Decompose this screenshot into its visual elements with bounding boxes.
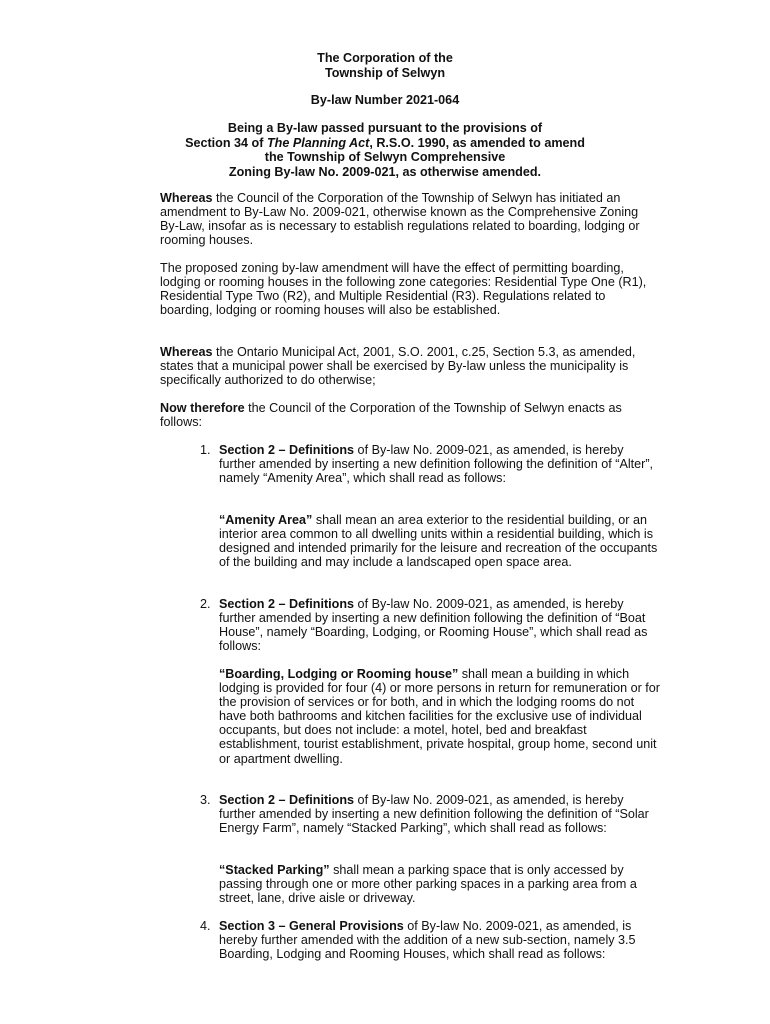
corporation-heading bbox=[0, 51, 770, 80]
list-item-2 bbox=[200, 597, 662, 653]
paragraph-text: the Ontario Municipal Act, 2001, S.O. 2001, c.25, Section 5.3, as amended, states that a municipal power shall be exercised by By-law unless the municipality is specifically authorized to do otherwise; bbox=[160, 345, 636, 388]
paragraph-lead: Whereas bbox=[160, 345, 213, 359]
bylaw-title bbox=[0, 121, 770, 179]
definition-amenity-area bbox=[219, 513, 664, 569]
heading-line-2: Township of Selwyn bbox=[324, 65, 446, 80]
item-number: 2. bbox=[200, 597, 211, 611]
whereas-paragraph-1 bbox=[160, 191, 660, 247]
heading-line-1: The Corporation of the bbox=[317, 51, 453, 65]
item-number: 3. bbox=[200, 793, 211, 807]
title-line-2 bbox=[0, 136, 770, 151]
item-number: 4. bbox=[200, 919, 211, 933]
item-lead: Section 3 – General Provisions bbox=[219, 919, 404, 933]
definition-text: shall mean an area exterior to the residential building, or an interior area common to all dwelling units within a residential building, which is designed and intended primarily for the leisure and recreation of the occupants of the building and may include a landscaped open space area. bbox=[219, 513, 658, 570]
item-text: of By-law No. 2009-021, as amended, is hereby further amended by inserting a new definition following the definition of “Solar Energy Farm”, namely “Stacked Parking”, which shall read as follows: bbox=[219, 793, 649, 836]
paragraph-text: the Council of the Corporation of the Township of Selwyn has initiated an amendment to By-Law No. 2009-021, otherwise known as the Comprehensive Zoning By-Law, insofar as is necessary to establish regulations related to boarding, lodging or rooming houses. bbox=[160, 191, 640, 248]
list-item-4 bbox=[200, 919, 662, 961]
whereas-paragraph-2 bbox=[160, 345, 660, 387]
item-text: of By-law No. 2009-021, as amended, is hereby further amended with the addition of a new sub-section, namely 3.5 Boarding, Lodging and Rooming Houses, which shall read as follows: bbox=[219, 919, 636, 962]
paragraph-text: the Council of the Corporation of the Township of Selwyn enacts as follows: bbox=[160, 401, 622, 430]
definition-text: shall mean a parking space that is only accessed by passing through one or more other parking spaces in a parking area from a street, lane, drive aisle or driveway. bbox=[219, 863, 637, 906]
title-line-4: Zoning By-law No. 2009-021, as otherwise amended. bbox=[228, 164, 542, 179]
bylaw-number: By-law Number 2021-064 bbox=[310, 93, 460, 107]
item-lead: Section 2 – Definitions bbox=[219, 793, 355, 807]
definition-stacked-parking bbox=[219, 863, 664, 905]
title-line-2-post: , R.S.O. 1990, as amended to amend bbox=[369, 135, 585, 150]
item-text: of By-law No. 2009-021, as amended, is hereby further amended by inserting a new definition following the definition of “Boat House”, namely “Boarding, Lodging, or Rooming House”, which shall read as follows: bbox=[219, 597, 648, 654]
definition-boarding-house bbox=[219, 667, 664, 766]
item-lead: Section 2 – Definitions bbox=[219, 597, 355, 611]
item-lead: Section 2 – Definitions bbox=[219, 443, 355, 457]
list-item-3 bbox=[200, 793, 662, 835]
effect-paragraph bbox=[160, 261, 660, 317]
item-number: 1. bbox=[200, 443, 211, 457]
paragraph-text: The proposed zoning by-law amendment will have the effect of permitting boarding, lodging or rooming houses in the following zone categories: Residential Type One (R1), Residential Type Two (R2), and Multiple Residential (R3). Regulations related to boarding, lodging or rooming houses will also be established. bbox=[160, 261, 647, 318]
now-therefore-paragraph bbox=[160, 401, 660, 429]
item-text: of By-law No. 2009-021, as amended, is hereby further amended by inserting a new definition following the definition of “Alter”, namely “Amenity Area”, which shall read as follows: bbox=[219, 443, 654, 486]
definition-term: “Stacked Parking” bbox=[219, 863, 330, 877]
paragraph-lead: Now therefore bbox=[160, 401, 245, 415]
paragraph-lead: Whereas bbox=[160, 191, 213, 205]
definition-term: “Amenity Area” bbox=[219, 513, 313, 527]
title-line-2-pre: Section 34 of bbox=[185, 135, 267, 150]
definition-text: shall mean a building in which lodging is provided for four (4) or more persons in return for remuneration or for the provision of services or for both, and in which the lodging rooms do not have both bathrooms and kitchen facilities for the exclusive use of individual occupants, but does not include: a motel, hotel, bed and breakfast establishment, tourist establishment, private hospital, group home, second unit or apartment dwelling. bbox=[219, 667, 660, 766]
list-item-1 bbox=[200, 443, 662, 485]
title-line-1: Being a By-law passed pursuant to the provisions of bbox=[227, 121, 543, 135]
definition-term: “Boarding, Lodging or Rooming house” bbox=[219, 667, 459, 681]
title-line-3: the Township of Selwyn Comprehensive bbox=[264, 150, 506, 164]
planning-act-title: The Planning Act bbox=[266, 135, 370, 150]
